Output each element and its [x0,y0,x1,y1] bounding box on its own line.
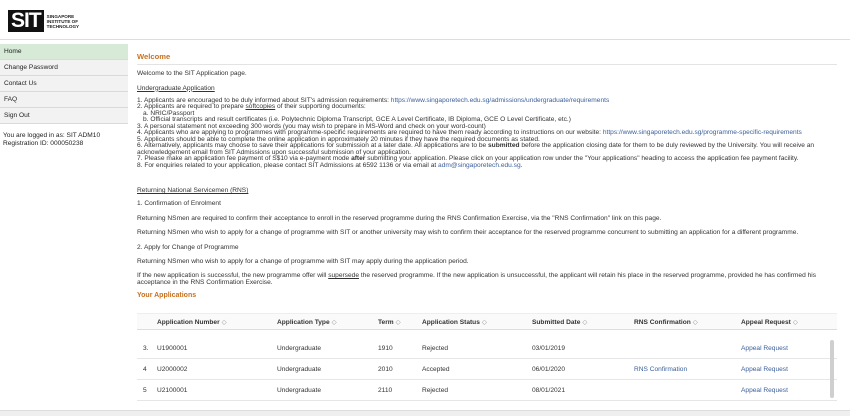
list-item: 3. A personal statement not exceeding 300 words (you may wish to prepare in MS-Word and check on your word-count) [137,122,486,130]
appeal-request-link[interactable]: Appeal Request [741,386,788,394]
col-application-number[interactable]: Application Number ◇ [157,318,227,326]
table-row[interactable] [137,380,837,401]
sidebar-item-faq[interactable]: FAQ [0,92,128,108]
appeal-request-link[interactable]: Appeal Request [741,365,788,373]
list-item: 6. Alternatively, applicants may choose to save their applications for submission at a later date. All applications are to be submitted before the application closing date for them to be duly reviewed by the University. You will receive an [137,142,815,150]
logo-mark: SIT [8,10,44,32]
application-type: Undergraduate [277,365,321,373]
ug-application-heading: Undergraduate Application [137,84,215,92]
sort-icon: ◇ [582,318,588,326]
rns-heading: Returning National Servicemen (RNS) [137,187,249,195]
page-header [0,0,850,40]
submitted-date: 08/01/2021 [532,386,566,394]
application-type: Undergraduate [277,386,321,394]
sort-icon: ◇ [221,318,227,326]
programme-requirements-link[interactable]: https://www.singaporetech.edu.sg/programme-specific-requirements [602,129,802,137]
logo-text: SINGAPORE INSTITUTE OF TECHNOLOGY [46,13,80,29]
col-application-type[interactable]: Application Type ◇ [277,318,337,326]
sidebar-item-sign-out[interactable]: Sign Out [0,108,128,124]
appeal-request-link[interactable]: Appeal Request [741,344,788,352]
ug-instructions-list [137,98,837,170]
application-status: Rejected [422,344,449,352]
list-item: 4. Applicants who are applying to programmes with programme-specific requirements are required to have them ready according to instructions on our website: https://www.singaporetech.edu.sg/programme-specific-requirements [137,129,802,137]
sort-icon: ◇ [792,318,798,326]
list-item: 5. Applicants should be able to complete the online application in approximately 20 minutes if they have the required documents as stated. [137,135,540,143]
rns-change-title: 2. Apply for Change of Programme [137,243,239,251]
your-applications-title: Your Applications [137,292,197,300]
sort-icon: ◇ [395,318,401,326]
rns-change-text: Returning NSmen who wish to apply for a change of programme with SIT may apply during the application period. [137,258,469,266]
application-status: Rejected [422,386,449,394]
col-rns-confirmation[interactable]: RNS Confirmation ◇ [634,318,698,326]
row-index: 3. [143,344,149,352]
list-item: 2. Applicants are required to prepare softcopies of their supporting documents: [137,103,366,111]
requirements-link[interactable]: https://www.singaporetech.edu.sg/admissions/undergraduate/requirements [390,96,610,104]
col-application-status[interactable]: Application Status ◇ [422,318,487,326]
term: 2110 [378,386,393,394]
rns-confirmation-text: Returning NSmen are required to confirm their acceptance to enroll in the reserved programme during the RNS Confirmation Exercise, via the "RNS Confirmation" link on this page. [137,214,662,222]
application-number: U2100001 [157,386,188,394]
application-number: U2000002 [157,365,188,373]
submitted-date: 06/01/2020 [532,365,566,373]
admissions-email-link[interactable]: adm@singaporetech.edu.sg [438,161,521,169]
rns-confirmation-link[interactable]: RNS Confirmation [634,365,688,373]
table-scrollbar[interactable] [830,340,834,398]
table-row[interactable] [137,338,837,359]
row-index: 5 [143,386,147,394]
sidebar-item-change-password[interactable]: Change Password [0,60,128,76]
list-item: b. Official transcripts and result certificates (i.e. Polytechnic Diploma Transcript, GCE A Level Certificate, IB Diploma, GCE O Level Certificate, etc.) [143,116,571,124]
sort-icon: ◇ [481,318,487,326]
list-item: 7. Please make an application fee payment of S$10 via e-payment mode after submitting your application. Please click on your application row under the "Your applications" heading to access the application fee payment facility. [137,155,799,163]
application-status: Accepted [422,365,450,373]
list-item: acknowledgement email from SIT Admissions upon successful submission of your application. [137,148,412,156]
intro-text: Welcome to the SIT Application page. [137,70,247,77]
rns-supersede-text-cont: acceptance in the RNS Confirmation Exercise. [137,278,273,286]
logged-in-as-text: You are logged in as: SIT ADM10 [3,132,101,139]
application-number: U1900001 [157,344,188,352]
sort-icon: ◇ [692,318,698,326]
table-row[interactable] [137,359,837,380]
list-item: 1. Applicants are encouraged to be duly informed about SIT's admission requirements: https://www.singaporetech.edu.sg/admissions/undergraduate/requirements [137,96,610,104]
col-appeal-request[interactable]: Appeal Request ◇ [741,318,798,326]
list-item: 8. For enquiries related to your application, please contact SIT Admissions at 6592 1136 or via email at adm@singaporetech.edu.sg. [137,161,523,169]
application-type: Undergraduate [277,344,321,352]
sidebar-item-contact-us[interactable]: Contact Us [0,76,128,92]
rns-supersede-text: If the new application is successful, the new programme offer will supersede the reserved programme. If the new application is unsuccessful, the applicant will retain his place in the reserved programme, provided he has confirmed his [137,272,817,280]
page-title: Welcome [137,52,171,61]
rns-confirmation-title: 1. Confirmation of Enrolment [137,200,221,208]
col-submitted-date[interactable]: Submitted Date ◇ [532,318,588,326]
title-divider [137,64,837,65]
main-content [137,52,837,299]
sort-icon: ◇ [331,318,337,326]
term: 1910 [378,344,393,352]
sidebar [0,44,128,147]
applications-table [137,313,837,401]
list-item: a. NRIC/Passport [143,109,195,117]
rns-concurrent-text: Returning NSmen who wish to apply for a change of programme with SIT or another university may wish to confirm their acceptance for the reserved programme concurrent to submitting an application for a different programme. [137,229,799,237]
submitted-date: 03/01/2019 [532,344,566,352]
col-term[interactable]: Term ◇ [378,318,401,326]
sit-logo[interactable] [8,10,91,32]
login-info [0,124,128,147]
sidebar-item-home[interactable]: Home [0,44,128,60]
term: 2010 [378,365,393,373]
registration-id-text: Registration ID: 000050238 [3,139,84,147]
row-index: 4 [143,365,147,373]
bottom-bar [0,410,850,416]
table-header [137,313,837,330]
